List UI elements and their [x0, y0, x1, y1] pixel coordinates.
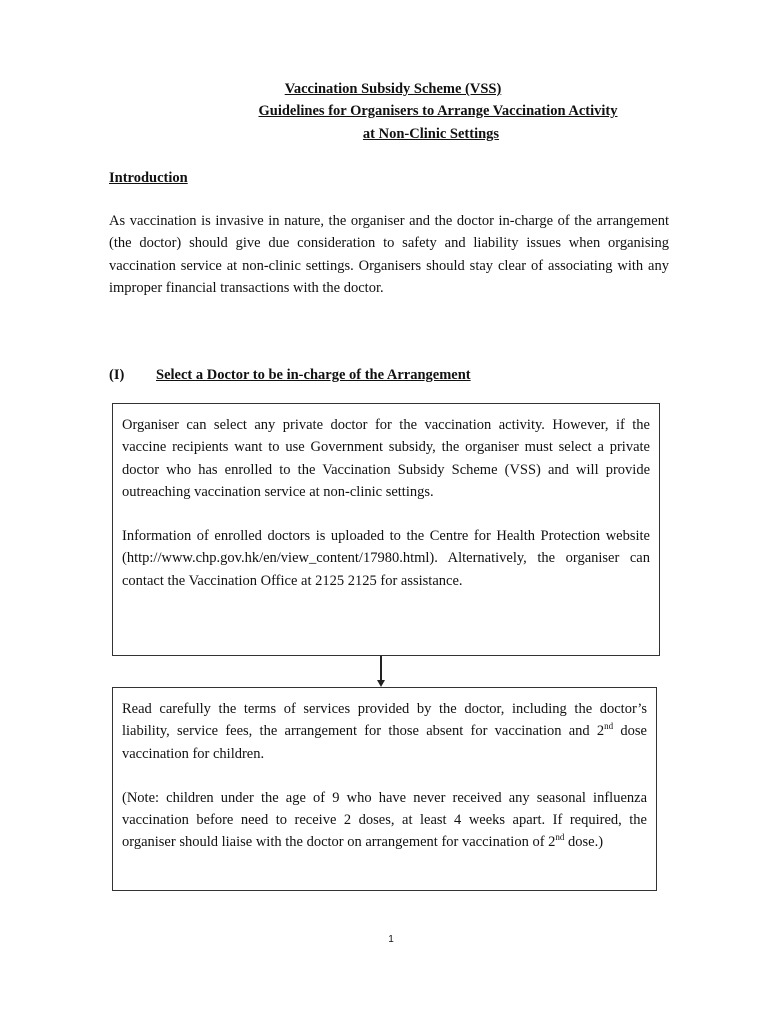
section-title: Select a Doctor to be in-charge of the Arrangement	[156, 367, 471, 383]
document-subtitle: Guidelines for Organisers to Arrange Vaccination Activity	[258, 103, 618, 119]
box1-paragraph-2: Information of enrolled doctors is uploaded to the Centre for Health Protection website (http://www.chp.gov.hk/en/view_content/17980.html). Alternatively, the organiser can contact the Vaccination Office at 2125 2125 for assistance.	[122, 528, 650, 589]
box2-paragraph-2: (Note: children under the age of 9 who have never received any seasonal influenza vaccination before need to receive 2 doses, at least 4 weeks apart. If required, the organiser should liaise with the doctor on arrangement for vaccination of 2nd dose.)	[122, 789, 647, 851]
terms-of-service-box	[112, 687, 657, 891]
introduction-paragraph: As vaccination is invasive in nature, the organiser and the doctor in-charge of the arrangement (the doctor) should give due consideration to safety and liability issues when organising vaccination service at non-clinic settings. Organisers should stay clear of associating with any improper financial transactions with the doctor.	[109, 213, 669, 296]
page-number: 1	[388, 934, 394, 945]
box1-paragraph-1: Organiser can select any private doctor for the vaccination activity. However, if the vaccine recipients want to use Government subsidy, the organiser must select a private doctor who has enrolled to the Vaccination Subsidy Scheme (VSS) and will provide outreaching vaccination service at non-clinic settings.	[122, 417, 650, 500]
box2-paragraph-1: Read carefully the terms of services provided by the doctor, including the doctor’s liability, service fees, the arrangement for those absent for vaccination and 2nd dose vaccination for children.	[122, 701, 647, 762]
flow-arrow-line	[380, 656, 382, 680]
select-doctor-box	[112, 403, 660, 656]
arrow-down-icon	[377, 680, 385, 687]
document-subtitle-line2: at Non-Clinic Settings	[362, 126, 500, 142]
introduction-heading: Introduction	[109, 170, 188, 186]
section-number: (I)	[109, 367, 125, 383]
document-title: Vaccination Subsidy Scheme (VSS)	[284, 81, 502, 97]
